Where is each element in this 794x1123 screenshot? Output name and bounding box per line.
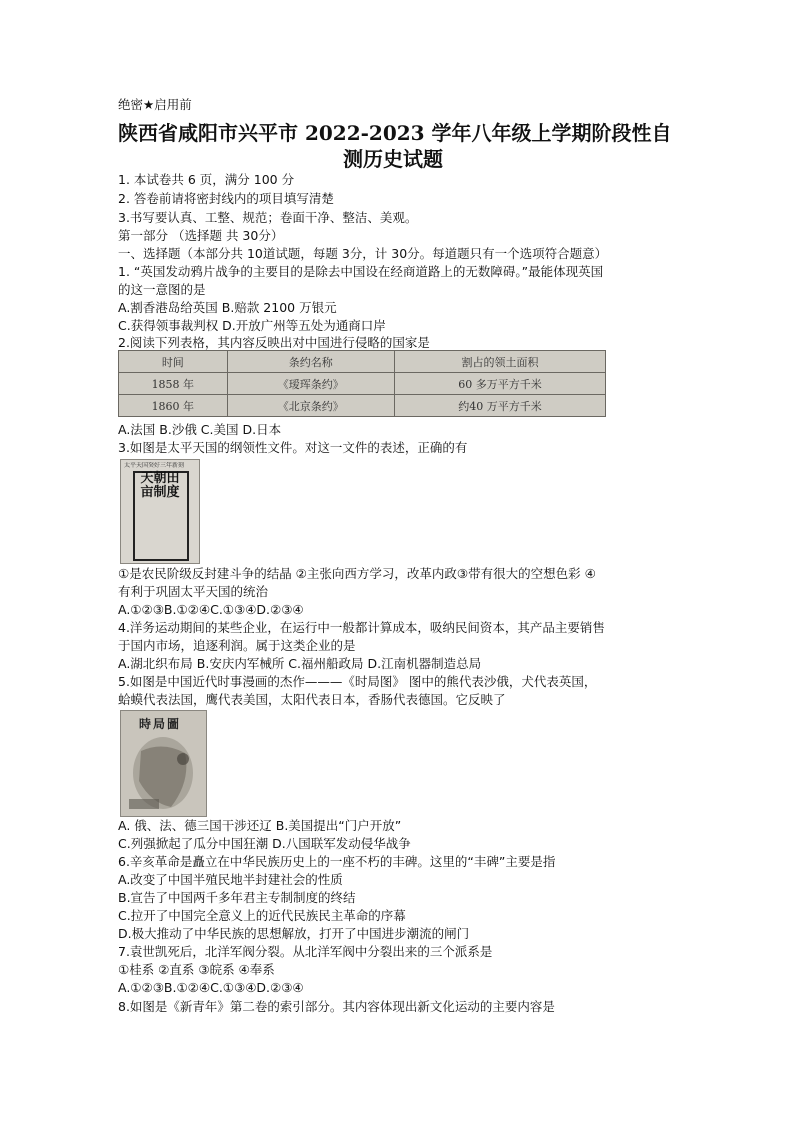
table-header-row: [119, 351, 606, 373]
q6-stem: 6.辛亥革命是矗立在中华民族历史上的一座不朽的丰碑。这里的“丰碑”主要是指: [118, 854, 556, 869]
q1-stem-2: 的这一意图的是: [118, 282, 206, 297]
q1-stem-1: 1. “英国发动鸦片战争的主要目的是除去中国设在经商道路上的无数障碍。”最能体现英国: [118, 264, 604, 279]
table-cell: 1858 年: [119, 373, 228, 395]
image-title: 天朝田亩制度: [140, 471, 180, 500]
cartoon-drawing: [121, 711, 206, 816]
q4-stem-2: 于国内市场，追逐利润。属于这类企业的是: [118, 638, 356, 653]
instruction-1: 1. 本试卷共 6 页，满分 100 分: [118, 172, 295, 187]
table-row: [119, 395, 606, 417]
q4-stem-1: 4.洋务运动期间的某些企业，在运行中一般都计算成本，吸纳民间资本，其产品主要销售: [118, 620, 605, 635]
q6-option-b: B.宣告了中国两千多年君主专制制度的终结: [118, 890, 356, 905]
q6-option-a: A.改变了中国半殖民地半封建社会的性质: [118, 872, 343, 887]
q5-options-cd: C.列强掀起了瓜分中国狂潮 D.八国联军发动侵华战争: [118, 836, 411, 851]
q6-option-c: C.拉开了中国完全意义上的近代民族民主革命的序幕: [118, 908, 406, 923]
q1-options-ab: A.割香港岛给英国 B.赔款 2100 万银元: [118, 300, 337, 315]
section1-heading: 一、选择题（本部分共 10道试题，每题 3分，计 30分。每道题只有一个选项符合题意）: [118, 246, 608, 261]
q3-options: A.①②③B.①②④C.①③④D.②③④: [118, 602, 304, 617]
q3-statements-1: ①是农民阶级反封建斗争的结晶 ②主张向西方学习，改革内政③带有很大的空想色彩 ④: [118, 566, 596, 581]
instruction-2: 2. 答卷前请将密封线内的项目填写清楚: [118, 191, 334, 206]
secret-label: 绝密★启用前: [118, 97, 192, 112]
table-cell: 约40 万平方千米: [394, 395, 605, 417]
q6-option-d: D.极大推动了中华民族的思想解放，打开了中国进步潮流的闸门: [118, 926, 470, 941]
q2-options: A.法国 B.沙俄 C.美国 D.日本: [118, 422, 282, 437]
q4-options: A.湖北织布局 B.安庆内军械所 C.福州船政局 D.江南机器制造总局: [118, 656, 482, 671]
instruction-3: 3.书写要认真、工整、规范；卷面干净、整洁、美观。: [118, 210, 418, 225]
table-header: 割占的领土面积: [394, 351, 605, 373]
q1-options-cd: C.获得领事裁判权 D.开放广州等五处为通商口岸: [118, 318, 386, 333]
table-cell: 60 多万平方千米: [394, 373, 605, 395]
q3-statements-2: 有利于巩固太平天国的统治: [118, 584, 269, 599]
q2-stem: 2.阅读下列表格，其内容反映出对中国进行侵略的国家是: [118, 335, 430, 350]
image-title: 時局圖: [139, 717, 182, 731]
q8-stem: 8.如图是《新青年》第二卷的索引部分。其内容体现出新文化运动的主要内容是: [118, 999, 555, 1014]
image-caption-top: 太平天国癸好三年新刻: [124, 462, 185, 469]
q3-stem: 3.如图是太平天国的纲领性文件。对这一文件的表述，正确的有: [118, 440, 468, 455]
treaty-table: [118, 350, 606, 417]
tianchao-tianmu-image: [120, 459, 200, 564]
table-cell: 《北京条约》: [227, 395, 394, 417]
table-cell: 1860 年: [119, 395, 228, 417]
table-cell: 《瑷珲条约》: [227, 373, 394, 395]
table-header: 条约名称: [227, 351, 394, 373]
q7-options: A.①②③B.①②④C.①③④D.②③④: [118, 980, 304, 995]
title-line1: 陕西省咸阳市兴平市 2022-2023 学年八年级上学期阶段性自: [118, 121, 672, 145]
q7-statements: ①桂系 ②直系 ③皖系 ④奉系: [118, 962, 275, 977]
q5-options-ab: A. 俄、法、德三国干涉还辽 B.美国提出“门户开放”: [118, 818, 402, 833]
q5-stem-1: 5.如图是中国近代时事漫画的杰作———《时局图》 图中的熊代表沙俄，犬代表英国，: [118, 674, 597, 689]
q5-stem-2: 蛤蟆代表法国，鹰代表美国，太阳代表日本，香肠代表德国。它反映了: [118, 692, 506, 707]
title-line2: 测历史试题: [343, 147, 443, 171]
table-header: 时间: [119, 351, 228, 373]
part1-heading: 第一部分 （选择题 共 30分）: [118, 228, 284, 243]
shiju-tu-image: [120, 710, 207, 817]
table-row: [119, 373, 606, 395]
q7-stem: 7.袁世凯死后，北洋军阀分裂。从北洋军阀中分裂出来的三个派系是: [118, 944, 493, 959]
